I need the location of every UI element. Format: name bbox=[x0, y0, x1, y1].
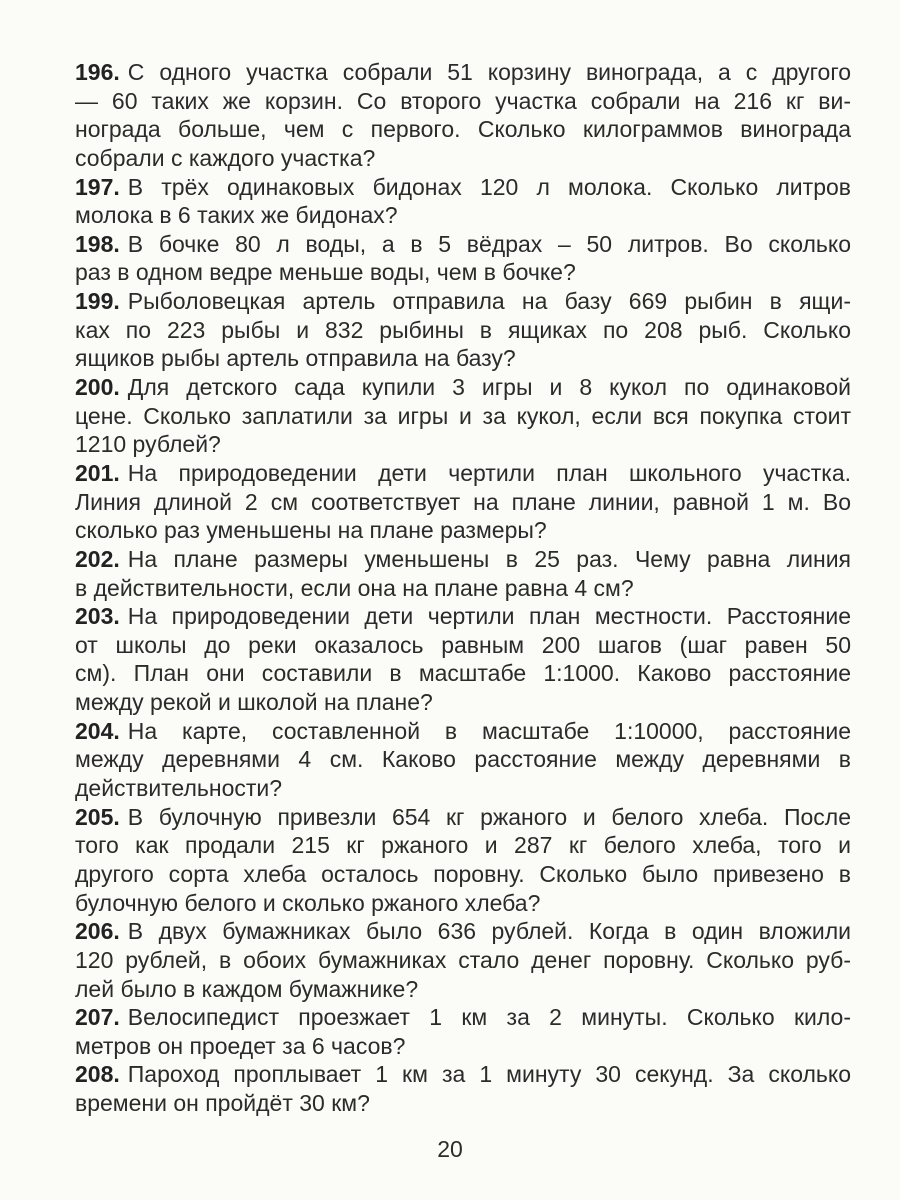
problem-number: 208. bbox=[75, 1061, 120, 1088]
problem-text: Линия длиной 2 см соответствует на плане линии, равной 1 м. Во bbox=[75, 488, 851, 515]
problem-number: 197. bbox=[75, 173, 120, 200]
problem-text: молока в 6 таких же бидонах? bbox=[75, 202, 398, 229]
problem-text: в действительности, если она на плане равна 4 см? bbox=[75, 574, 634, 601]
problem-text: С одного участка собрали 51 корзину винограда, а с другого bbox=[127, 59, 851, 85]
problem-line bbox=[75, 688, 851, 717]
problem-text: булочную белого и сколько ржаного хлеба? bbox=[75, 889, 541, 916]
problem-197 bbox=[75, 173, 851, 230]
problem-text: 120 рублей, в обоих бумажниках стало денег поровну. Сколько руб- bbox=[75, 946, 851, 973]
problem-line bbox=[75, 87, 851, 116]
problem-text: Пароход проплывает 1 км за 1 минуту 30 секунд. За сколько bbox=[127, 1061, 851, 1088]
problem-line bbox=[75, 889, 851, 918]
problem-201 bbox=[75, 459, 851, 545]
problem-208 bbox=[75, 1060, 851, 1117]
problem-text: В булочную привезли 654 кг ржаного и белого хлеба. После bbox=[127, 803, 851, 830]
problem-text: На природоведении дети чертили план местности. Расстояние bbox=[127, 603, 851, 630]
problem-number: 196. bbox=[75, 59, 120, 85]
problem-text: сколько раз уменьшены на плане размеры? bbox=[75, 517, 547, 544]
problem-list bbox=[75, 58, 851, 1118]
page-number: 20 bbox=[437, 1136, 463, 1162]
problem-line bbox=[75, 316, 851, 345]
problem-text: действительности? bbox=[75, 775, 283, 802]
problem-line bbox=[75, 344, 851, 373]
problem-number: 204. bbox=[75, 717, 120, 744]
problem-text: нограда больше, чем с первого. Сколько килограммов винограда bbox=[75, 116, 851, 143]
problem-text: между деревнями 4 см. Каково расстояние между деревнями в bbox=[75, 746, 851, 773]
problem-line bbox=[75, 459, 851, 488]
problem-text: лей было в каждом бумажнике? bbox=[75, 975, 419, 1002]
problem-line bbox=[75, 659, 851, 688]
problem-line bbox=[75, 115, 851, 144]
problem-205 bbox=[75, 803, 851, 918]
problem-line bbox=[75, 402, 851, 431]
problem-line bbox=[75, 975, 851, 1004]
problem-196 bbox=[75, 58, 851, 173]
problem-number: 199. bbox=[75, 288, 120, 315]
problem-line bbox=[75, 1089, 851, 1118]
problem-203 bbox=[75, 602, 851, 717]
problem-text: Рыболовецкая артель отправила на базу 669 рыбин в ящи- bbox=[127, 288, 851, 315]
problem-number: 200. bbox=[75, 374, 120, 401]
problem-text: На карте, составленной в масштабе 1:10000, расстояние bbox=[127, 717, 851, 744]
problem-text: собрали с каждого участка? bbox=[75, 144, 376, 171]
problem-number: 207. bbox=[75, 1004, 120, 1031]
problem-204 bbox=[75, 717, 851, 803]
problem-line bbox=[75, 1060, 851, 1089]
problem-200 bbox=[75, 373, 851, 459]
problem-text: В двух бумажниках было 636 рублей. Когда в один вложили bbox=[127, 918, 851, 945]
problem-line bbox=[75, 602, 851, 631]
problem-text: см). План они составили в масштабе 1:1000. Каково расстояние bbox=[75, 660, 851, 687]
problem-202 bbox=[75, 545, 851, 602]
problem-line bbox=[75, 946, 851, 975]
problem-text: ках по 223 рыбы и 832 рыбины в ящиках по 208 рыб. Сколько bbox=[75, 316, 851, 343]
problem-text: того как продали 215 кг ржаного и 287 кг белого хлеба, того и bbox=[75, 832, 851, 859]
problem-line bbox=[75, 803, 851, 832]
problem-line bbox=[75, 173, 851, 202]
problem-text: На природоведении дети чертили план школьного участка. bbox=[127, 459, 851, 486]
problem-199 bbox=[75, 287, 851, 373]
problem-line bbox=[75, 917, 851, 946]
problem-text: ящиков рыбы артель отправила на базу? bbox=[75, 345, 516, 372]
problem-line bbox=[75, 574, 851, 603]
problem-line bbox=[75, 860, 851, 889]
problem-line bbox=[75, 373, 851, 402]
problem-line bbox=[75, 516, 851, 545]
problem-line bbox=[75, 430, 851, 459]
problem-number: 206. bbox=[75, 918, 120, 945]
problem-text: На плане размеры уменьшены в 25 раз. Чему равна линия bbox=[127, 545, 851, 572]
problem-text: — 60 таких же корзин. Со второго участка собрали на 216 кг ви- bbox=[75, 87, 851, 114]
problem-number: 205. bbox=[75, 803, 120, 830]
problem-line bbox=[75, 745, 851, 774]
problem-number: 198. bbox=[75, 230, 120, 257]
problem-207 bbox=[75, 1003, 851, 1060]
problem-198 bbox=[75, 230, 851, 287]
problem-number: 201. bbox=[75, 459, 120, 486]
problem-line bbox=[75, 631, 851, 660]
problem-text: времени он пройдёт 30 км? bbox=[75, 1090, 370, 1117]
problem-text: цене. Сколько заплатили за игры и за кукол, если вся покупка стоит bbox=[75, 402, 851, 429]
problem-text: между рекой и школой на плане? bbox=[75, 689, 433, 716]
problem-text: В трёх одинаковых бидонах 120 л молока. Сколько литров bbox=[127, 173, 851, 200]
problem-line bbox=[75, 144, 851, 173]
problem-text: 1210 рублей? bbox=[75, 431, 221, 458]
problem-text: Велосипедист проезжает 1 км за 2 минуты. Сколько кило- bbox=[127, 1004, 851, 1031]
problem-text: метров он проедет за 6 часов? bbox=[75, 1032, 406, 1059]
problem-number: 202. bbox=[75, 545, 120, 572]
problem-line bbox=[75, 831, 851, 860]
problem-text: раз в одном ведре меньше воды, чем в бочке? bbox=[75, 259, 576, 286]
problem-line bbox=[75, 545, 851, 574]
problem-line bbox=[75, 201, 851, 230]
problem-text: от школы до реки оказалось равным 200 шагов (шаг равен 50 bbox=[75, 631, 851, 658]
problem-line bbox=[75, 717, 851, 746]
problem-line bbox=[75, 1003, 851, 1032]
problem-line bbox=[75, 230, 851, 259]
problem-text: другого сорта хлеба осталось поровну. Сколько было привезено в bbox=[75, 860, 851, 887]
problem-206 bbox=[75, 917, 851, 1003]
problem-text: В бочке 80 л воды, а в 5 вёдрах – 50 литров. Во сколько bbox=[127, 230, 851, 257]
problem-line bbox=[75, 258, 851, 287]
problem-line bbox=[75, 58, 851, 87]
problem-text: Для детского сада купили 3 игры и 8 кукол по одинаковой bbox=[127, 374, 851, 401]
problem-line bbox=[75, 287, 851, 316]
problem-line bbox=[75, 774, 851, 803]
problem-line bbox=[75, 1032, 851, 1061]
problem-line bbox=[75, 488, 851, 517]
problem-number: 203. bbox=[75, 603, 120, 630]
